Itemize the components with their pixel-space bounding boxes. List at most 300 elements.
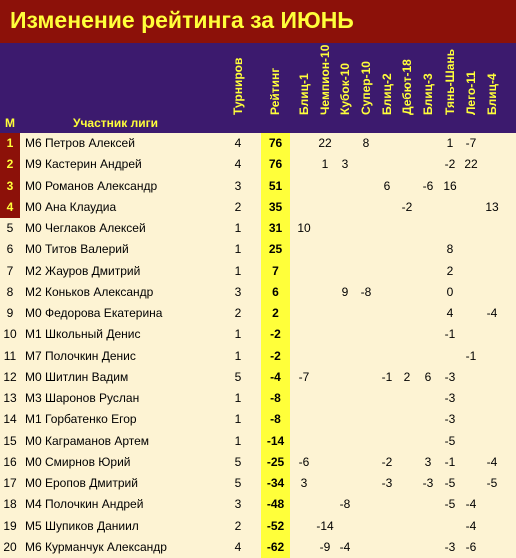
- event-change-cell: [377, 303, 397, 324]
- rank-cell: 7: [6, 263, 14, 278]
- rating-cell: -48: [266, 497, 285, 512]
- event-change-cell: [482, 494, 502, 515]
- event-change-cell: [461, 409, 481, 430]
- event-change-cell: [335, 409, 355, 430]
- event-change-cell: [440, 218, 460, 239]
- rating-cell: -14: [266, 433, 285, 448]
- event-change-cell: 1: [446, 136, 454, 150]
- event-change-cell: [335, 388, 355, 409]
- event-change-cell: [335, 346, 355, 367]
- event-change-cell: -2: [401, 199, 413, 214]
- header-event: Блиц-4: [485, 73, 499, 115]
- tours-cell: 1: [234, 221, 242, 235]
- rating-cell: -8: [270, 391, 281, 405]
- event-change-cell: [294, 261, 314, 282]
- event-change-cell: [418, 197, 438, 218]
- header-event: Лего-11: [464, 71, 478, 115]
- tours-cell: 5: [234, 476, 242, 490]
- event-change-cell: [356, 431, 376, 452]
- event-change-cell: [294, 133, 314, 154]
- tours-cell: 5: [234, 454, 242, 469]
- rating-cell: -62: [266, 539, 285, 554]
- member-name: М2 Жауров Дмитрий: [25, 263, 141, 278]
- event-change-cell: -9: [319, 539, 331, 554]
- member-name: М0 Смирнов Юрий: [25, 454, 131, 469]
- event-change-cell: [482, 409, 502, 430]
- tours-cell: 3: [234, 284, 242, 299]
- event-change-cell: [482, 367, 502, 388]
- event-change-cell: [294, 197, 314, 218]
- event-change-cell: [335, 218, 355, 239]
- event-change-cell: [482, 261, 502, 282]
- rating-cell: 6: [272, 284, 279, 299]
- event-change-cell: [397, 282, 417, 303]
- event-change-cell: [418, 324, 438, 345]
- event-change-cell: -4: [339, 539, 351, 554]
- event-change-cell: -6: [298, 454, 310, 469]
- rank-cell: 13: [3, 391, 17, 405]
- member-name: М1 Горбатенко Егор: [25, 412, 137, 427]
- rating-cell: 35: [268, 199, 283, 214]
- rank-cell: 6: [6, 242, 14, 257]
- event-change-cell: 6: [383, 178, 391, 193]
- title-bar: [0, 0, 516, 43]
- tours-cell: 3: [234, 178, 242, 193]
- member-name: М0 Шитлин Вадим: [25, 369, 129, 384]
- header-tours: Турниров: [231, 57, 245, 115]
- header-event: Тянь-Шань: [443, 48, 457, 115]
- rating-cell: 31: [268, 221, 283, 235]
- event-change-cell: -1: [444, 327, 456, 342]
- event-change-cell: 9: [341, 284, 349, 299]
- event-change-cell: [461, 239, 481, 260]
- rating-cell: 25: [268, 242, 283, 257]
- event-change-cell: [294, 494, 314, 515]
- event-change-cell: 2: [403, 369, 411, 384]
- event-change-cell: [461, 367, 481, 388]
- event-change-cell: [461, 388, 481, 409]
- header-rank: М: [5, 116, 15, 130]
- rating-cell: 76: [268, 136, 283, 150]
- rating-cell: 76: [268, 157, 283, 172]
- event-change-cell: [377, 388, 397, 409]
- event-change-cell: -4: [465, 497, 477, 512]
- tours-cell: 4: [234, 539, 242, 554]
- event-change-cell: [482, 346, 502, 367]
- event-change-cell: [377, 494, 397, 515]
- event-change-cell: [335, 303, 355, 324]
- event-change-cell: [397, 261, 417, 282]
- event-change-cell: [377, 239, 397, 260]
- member-name: М1 Школьный Денис: [25, 327, 141, 342]
- event-change-cell: [294, 537, 314, 558]
- event-change-cell: -14: [316, 518, 334, 533]
- member-name: М4 Полочкин Андрей: [25, 497, 144, 512]
- event-change-cell: [377, 261, 397, 282]
- tours-cell: 2: [234, 306, 242, 320]
- event-change-cell: [356, 452, 376, 473]
- event-change-cell: [397, 218, 417, 239]
- rating-cell: -2: [270, 327, 281, 342]
- event-change-cell: [335, 324, 355, 345]
- event-change-cell: [356, 494, 376, 515]
- event-change-cell: [461, 431, 481, 452]
- event-change-cell: 4: [446, 306, 454, 320]
- table-row: [0, 303, 516, 324]
- event-change-cell: 2: [446, 263, 454, 278]
- rank-cell: 16: [3, 454, 17, 469]
- event-change-cell: -5: [444, 433, 456, 448]
- event-change-cell: [418, 261, 438, 282]
- event-change-cell: [461, 452, 481, 473]
- event-change-cell: [482, 324, 502, 345]
- member-name: М0 Чеглаков Алексей: [25, 221, 146, 235]
- event-change-cell: [294, 154, 314, 175]
- event-change-cell: [461, 324, 481, 345]
- event-change-cell: [418, 346, 438, 367]
- table-row: [0, 282, 516, 303]
- member-name: М9 Кастерин Андрей: [25, 157, 142, 172]
- event-change-cell: [315, 197, 335, 218]
- table-row: [0, 431, 516, 452]
- event-change-cell: [418, 133, 438, 154]
- page-title: Изменение рейтинга за ИЮНЬ: [10, 7, 354, 33]
- event-change-cell: [315, 452, 335, 473]
- event-change-cell: [418, 388, 438, 409]
- header-event: Блиц-2: [380, 73, 394, 115]
- event-change-cell: [482, 176, 502, 197]
- event-change-cell: [397, 346, 417, 367]
- event-change-cell: [377, 133, 397, 154]
- event-change-cell: -1: [444, 454, 456, 469]
- event-change-cell: -6: [422, 178, 434, 193]
- event-change-cell: [315, 303, 335, 324]
- event-change-cell: [356, 239, 376, 260]
- event-change-cell: -5: [444, 476, 456, 490]
- event-change-cell: [335, 133, 355, 154]
- event-change-cell: [356, 473, 376, 494]
- member-name: М6 Курманчук Александр: [25, 539, 167, 554]
- rank-cell: 15: [3, 433, 17, 448]
- event-change-cell: [440, 346, 460, 367]
- header-event: Супер-10: [359, 61, 373, 115]
- event-change-cell: -3: [444, 391, 456, 405]
- tours-cell: 1: [234, 242, 242, 257]
- event-change-cell: [418, 494, 438, 515]
- event-change-cell: [482, 431, 502, 452]
- event-change-cell: [294, 409, 314, 430]
- event-change-cell: -7: [298, 369, 310, 384]
- event-change-cell: -3: [444, 412, 456, 427]
- tours-cell: 3: [234, 497, 242, 512]
- rank-cell: 19: [3, 518, 17, 533]
- event-change-cell: -1: [381, 369, 393, 384]
- event-change-cell: [377, 197, 397, 218]
- tours-cell: 1: [234, 263, 242, 278]
- event-change-cell: [418, 239, 438, 260]
- tours-cell: 2: [234, 518, 242, 533]
- event-change-cell: [315, 367, 335, 388]
- member-name: М0 Каграманов Артем: [25, 433, 150, 448]
- event-change-cell: [356, 303, 376, 324]
- rank-cell: 12: [3, 369, 17, 384]
- event-change-cell: 1: [321, 157, 329, 172]
- event-change-cell: -4: [465, 518, 477, 533]
- event-change-cell: [315, 239, 335, 260]
- header-member: Участник лиги: [73, 116, 158, 130]
- event-change-cell: [397, 516, 417, 537]
- rating-cell: -52: [266, 518, 285, 533]
- event-change-cell: [461, 261, 481, 282]
- rank-cell: 3: [0, 176, 20, 197]
- member-name: М0 Титов Валерий: [25, 242, 129, 257]
- event-change-cell: [397, 133, 417, 154]
- event-change-cell: [397, 473, 417, 494]
- event-change-cell: [418, 154, 438, 175]
- header-event: Блиц-1: [297, 73, 311, 115]
- event-change-cell: [294, 431, 314, 452]
- event-change-cell: -5: [444, 497, 456, 512]
- rank-cell: 20: [3, 539, 17, 554]
- event-change-cell: [294, 282, 314, 303]
- member-name: М5 Шупиков Даниил: [25, 518, 139, 533]
- event-change-cell: [397, 537, 417, 558]
- event-change-cell: [377, 431, 397, 452]
- event-change-cell: [418, 409, 438, 430]
- event-change-cell: [461, 473, 481, 494]
- table-row: [0, 537, 516, 558]
- event-change-cell: [315, 431, 335, 452]
- event-change-cell: [461, 218, 481, 239]
- event-change-cell: [377, 282, 397, 303]
- tours-cell: 1: [234, 391, 242, 405]
- event-change-cell: [461, 176, 481, 197]
- event-change-cell: [356, 218, 376, 239]
- event-change-cell: [377, 516, 397, 537]
- event-change-cell: [356, 388, 376, 409]
- rating-cell: 51: [268, 178, 283, 193]
- event-change-cell: 8: [446, 242, 454, 257]
- table-row: [0, 176, 516, 197]
- event-change-cell: 0: [446, 284, 454, 299]
- event-change-cell: [356, 154, 376, 175]
- member-name: М0 Еропов Дмитрий: [25, 476, 138, 490]
- table-row: [0, 261, 516, 282]
- event-change-cell: 8: [362, 136, 370, 150]
- event-change-cell: [356, 176, 376, 197]
- rank-cell: 10: [3, 327, 17, 342]
- event-change-cell: [294, 346, 314, 367]
- table-row: [0, 346, 516, 367]
- event-change-cell: [418, 282, 438, 303]
- event-change-cell: -4: [486, 306, 498, 320]
- event-change-cell: [315, 473, 335, 494]
- event-change-cell: [461, 282, 481, 303]
- header-event: Чемпион-10: [318, 44, 332, 115]
- event-change-cell: [397, 239, 417, 260]
- event-change-cell: [418, 537, 438, 558]
- header-event: Блиц-3: [421, 73, 435, 115]
- event-change-cell: [294, 176, 314, 197]
- event-change-cell: [482, 516, 502, 537]
- event-change-cell: -6: [465, 539, 477, 554]
- tours-cell: 2: [234, 199, 242, 214]
- tours-cell: 1: [234, 433, 242, 448]
- table-header: [0, 43, 516, 133]
- event-change-cell: [377, 409, 397, 430]
- event-change-cell: [482, 218, 502, 239]
- event-change-cell: [315, 176, 335, 197]
- event-change-cell: [418, 303, 438, 324]
- event-change-cell: [397, 176, 417, 197]
- event-change-cell: [356, 409, 376, 430]
- event-change-cell: [482, 537, 502, 558]
- event-change-cell: -2: [381, 454, 393, 469]
- event-change-cell: [315, 346, 335, 367]
- event-change-cell: 13: [485, 199, 499, 214]
- event-change-cell: [335, 431, 355, 452]
- event-change-cell: [335, 367, 355, 388]
- event-change-cell: [397, 494, 417, 515]
- tours-cell: 1: [234, 327, 242, 342]
- table-row: [0, 473, 516, 494]
- tours-cell: 5: [234, 369, 242, 384]
- event-change-cell: 10: [297, 221, 311, 235]
- event-change-cell: [294, 324, 314, 345]
- event-change-cell: [315, 282, 335, 303]
- rating-cell: 2: [272, 306, 279, 320]
- event-change-cell: -8: [360, 284, 372, 299]
- event-change-cell: [482, 154, 502, 175]
- rank-cell: 4: [0, 197, 20, 218]
- event-change-cell: 3: [424, 454, 432, 469]
- event-change-cell: -7: [465, 136, 477, 150]
- event-change-cell: [335, 261, 355, 282]
- event-change-cell: [356, 324, 376, 345]
- tours-cell: 4: [234, 136, 242, 150]
- tours-cell: 1: [234, 348, 242, 363]
- rank-cell: 9: [6, 306, 14, 320]
- event-change-cell: [397, 303, 417, 324]
- member-name: М6 Петров Алексей: [25, 136, 135, 150]
- event-change-cell: [377, 218, 397, 239]
- rating-cell: -8: [270, 412, 281, 427]
- rank-cell: 8: [6, 284, 14, 299]
- event-change-cell: [377, 537, 397, 558]
- table-row: [0, 452, 516, 473]
- table-row: [0, 218, 516, 239]
- rank-cell: 18: [3, 497, 17, 512]
- event-change-cell: [482, 239, 502, 260]
- table-row: [0, 388, 516, 409]
- tours-cell: 4: [234, 157, 242, 172]
- event-change-cell: [315, 324, 335, 345]
- event-change-cell: 3: [341, 157, 349, 172]
- table-row: [0, 516, 516, 537]
- event-change-cell: [356, 197, 376, 218]
- rating-cell: -2: [270, 348, 281, 363]
- event-change-cell: 22: [464, 157, 478, 172]
- event-change-cell: [397, 409, 417, 430]
- event-change-cell: -3: [444, 539, 456, 554]
- member-name: М3 Шаронов Руслан: [25, 391, 140, 405]
- event-change-cell: 16: [443, 178, 457, 193]
- event-change-cell: -1: [465, 348, 477, 363]
- event-change-cell: 3: [300, 476, 308, 490]
- table-row: [0, 324, 516, 345]
- event-change-cell: [335, 516, 355, 537]
- rating-cell: -25: [266, 454, 285, 469]
- event-change-cell: [315, 261, 335, 282]
- member-name: М0 Романов Александр: [25, 178, 158, 193]
- event-change-cell: [461, 303, 481, 324]
- event-change-cell: [356, 261, 376, 282]
- event-change-cell: [356, 516, 376, 537]
- event-change-cell: [482, 388, 502, 409]
- header-event: Дебют-18: [400, 59, 414, 115]
- event-change-cell: [315, 388, 335, 409]
- event-change-cell: [397, 154, 417, 175]
- event-change-cell: [315, 494, 335, 515]
- event-change-cell: [315, 409, 335, 430]
- event-change-cell: -4: [486, 454, 498, 469]
- table-row: [0, 494, 516, 515]
- tours-cell: 1: [234, 412, 242, 427]
- table-row: [0, 367, 516, 388]
- table-row: [0, 409, 516, 430]
- member-name: М0 Ана Клаудиа: [25, 199, 117, 214]
- rating-cell: -4: [270, 369, 281, 384]
- member-name: М2 Коньков Александр: [25, 284, 154, 299]
- event-change-cell: [397, 431, 417, 452]
- event-change-cell: [397, 452, 417, 473]
- event-change-cell: -2: [444, 157, 456, 172]
- event-change-cell: -3: [422, 476, 434, 490]
- event-change-cell: [397, 324, 417, 345]
- table-row: [0, 154, 516, 175]
- rating-cell: -34: [266, 476, 285, 490]
- event-change-cell: [356, 537, 376, 558]
- rank-cell: 11: [3, 348, 17, 363]
- event-change-cell: [377, 154, 397, 175]
- event-change-cell: [397, 388, 417, 409]
- header-rating: Рейтинг: [268, 67, 282, 115]
- rank-cell: 5: [6, 221, 14, 235]
- event-change-cell: [356, 367, 376, 388]
- event-change-cell: [335, 239, 355, 260]
- event-change-cell: 6: [424, 369, 432, 384]
- event-change-cell: [418, 431, 438, 452]
- table-row: [0, 239, 516, 260]
- event-change-cell: [294, 516, 314, 537]
- event-change-cell: [294, 239, 314, 260]
- event-change-cell: [377, 346, 397, 367]
- event-change-cell: [440, 197, 460, 218]
- rank-cell: 1: [0, 133, 20, 154]
- event-change-cell: [482, 282, 502, 303]
- table-row: [0, 197, 516, 218]
- event-change-cell: [335, 473, 355, 494]
- event-change-cell: [377, 324, 397, 345]
- event-change-cell: [482, 133, 502, 154]
- member-name: М0 Федорова Екатерина: [25, 306, 163, 320]
- event-change-cell: [335, 176, 355, 197]
- rank-cell: 2: [0, 154, 20, 175]
- event-change-cell: [461, 197, 481, 218]
- event-change-cell: [418, 516, 438, 537]
- rank-cell: 14: [3, 412, 17, 427]
- event-change-cell: [315, 218, 335, 239]
